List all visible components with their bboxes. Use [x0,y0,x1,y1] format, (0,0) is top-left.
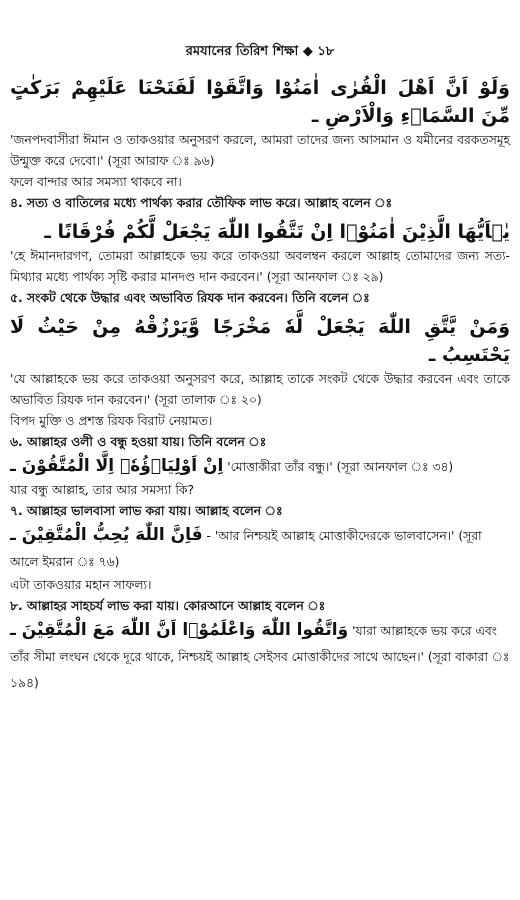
arabic-verse-7: فَاِنَّ اللّٰهَ يُحِبُّ الْمُتَّقِيْنَ ـ [10,525,203,545]
translation-7: - 'আর নিশ্চয়ই আল্লাহ মোত্তাকীদেরকে ভালবাসেন।' (সূরা আলে ইমরান ঃ ৭৬) [10,529,482,569]
arabic-verse-1: وَلَوْ اَنَّ اَهْلَ الْقُرٰى اٰمَنُوْا وَاتَّقَوْا لَفَتَحْنَا عَلَيْهِمْ بَرَكٰتٍ مِّنَ السَّمَاۤءِ وَالْاَرْضِ ـ [10,77,510,127]
arabic-verse-8: وَاتَّقُوا اللّٰهَ وَاعْلَمُوْۤا اَنَّ اللّٰهَ مَعَ الْمُتَّقِيْنَ ـ [10,620,349,640]
arabic-verse-5: وَمَنْ يَّتَّقِ اللّٰهَ يَجْعَلْ لَّهٗ مَخْرَجًا وَّيَرْزُقْهُ مِنْ حَيْثُ لَا يَحْتَسِبُ ـ [10,316,510,366]
verse-line-7 [10,522,510,575]
comment-1: ফলে বান্দার আর সমস্যা থাকবে না। [10,175,182,189]
page-header: রমযানের তিরিশ শিক্ষা ◆ ১৮ [185,44,335,59]
arabic-verse-6: اِنْ اَوْلِيَاۤؤُهٗۤ اِلَّا الْمُتَّقُوْنَ ـ [10,456,224,476]
page-body [10,70,510,696]
comment-5: বিপদ মুক্তি ও প্রশস্ত রিযক বিরাট নেয়ামত। [10,414,213,428]
point-4-heading: ৪. সত্য ও বাতিলের মধ্যে পার্থক্য করার তৌফিক লাভ করে। আল্লাহ বলেন ঃ [10,196,393,210]
point-6-heading: ৬. আল্লাহর ওলী ও বন্ধু হওয়া যায়। তিনি বলেন ঃ [10,435,267,449]
verse-line-8 [10,617,510,696]
point-8-heading: ৮. আল্লাহর সাহচর্য লাভ করা যায়। কোরআনে আল্লাহ বলেন ঃ [10,599,326,613]
translation-6: 'মোত্তাকীরা তাঁর বন্ধু।' (সূরা আনফাল ঃ ৩৪) [223,460,454,474]
point-7-heading: ৭. আল্লাহর ভালবাসা লাভ করা যায়। আল্লাহ বলেন ঃ [10,504,283,518]
translation-5: 'যে আল্লাহকে ভয় করে তাকওয়া অনুসরণ করে, আল্লাহ তাকে সংকট থেকে উদ্ধার করবেন এবং তাকে অভাবিত রিযক দান করবেন।' (সূরা তালাক ঃ ২০) [10,372,510,407]
arabic-verse-4: يٰۤاَيُّهَا الَّذِيْنَ اٰمَنُوْۤا اِنْ تَتَّقُوا اللّٰهَ يَجْعَلْ لَّكُمْ فُرْقَانًا ـ [44,221,510,243]
comment-7: এটা তাকওয়ার মহান সাফল্য। [10,578,152,592]
translation-1: 'জনপদবাসীরা ঈমান ও তাকওয়ার অনুসরণ করলে, আমরা তাদের জন্য আসমান ও যমীনের বরকতসমূহ উন্মুক্ত করে দেবো।' (সূরা আরাফ ঃ ৯৬) [10,133,510,168]
point-5-heading: ৫. সংকট থেকে উদ্ধার এবং অভাবিত রিযক দান করবেন। তিনি বলেন ঃ [10,291,370,305]
comment-6: যার বন্ধু আল্লাহ, তার আর সমস্যা কি? [10,483,194,497]
verse-line-6 [10,453,510,480]
translation-8: 'যারা আল্লাহকে ভয় করে এবং তাঁর সীমা লংঘন থেকে দূরে থাকে, নিশ্চয়ই আল্লাহ সেইসব মোত্তাকীদের সাথে আছেন।' (সূরা বাকারা ঃ ১৯৪) [10,624,510,690]
translation-4: 'হে ঈমানদারগণ, তোমরা আল্লাহকে ভয় করে তাকওয়া অবলম্বন করলে আল্লাহ তোমাদের জন্য সত্য-মিথ্যার মধ্যে পার্থক্য সৃষ্টি করার মানদণ্ড দান করবেন।' (সূরা আনফাল ঃ ২৯) [10,249,510,284]
